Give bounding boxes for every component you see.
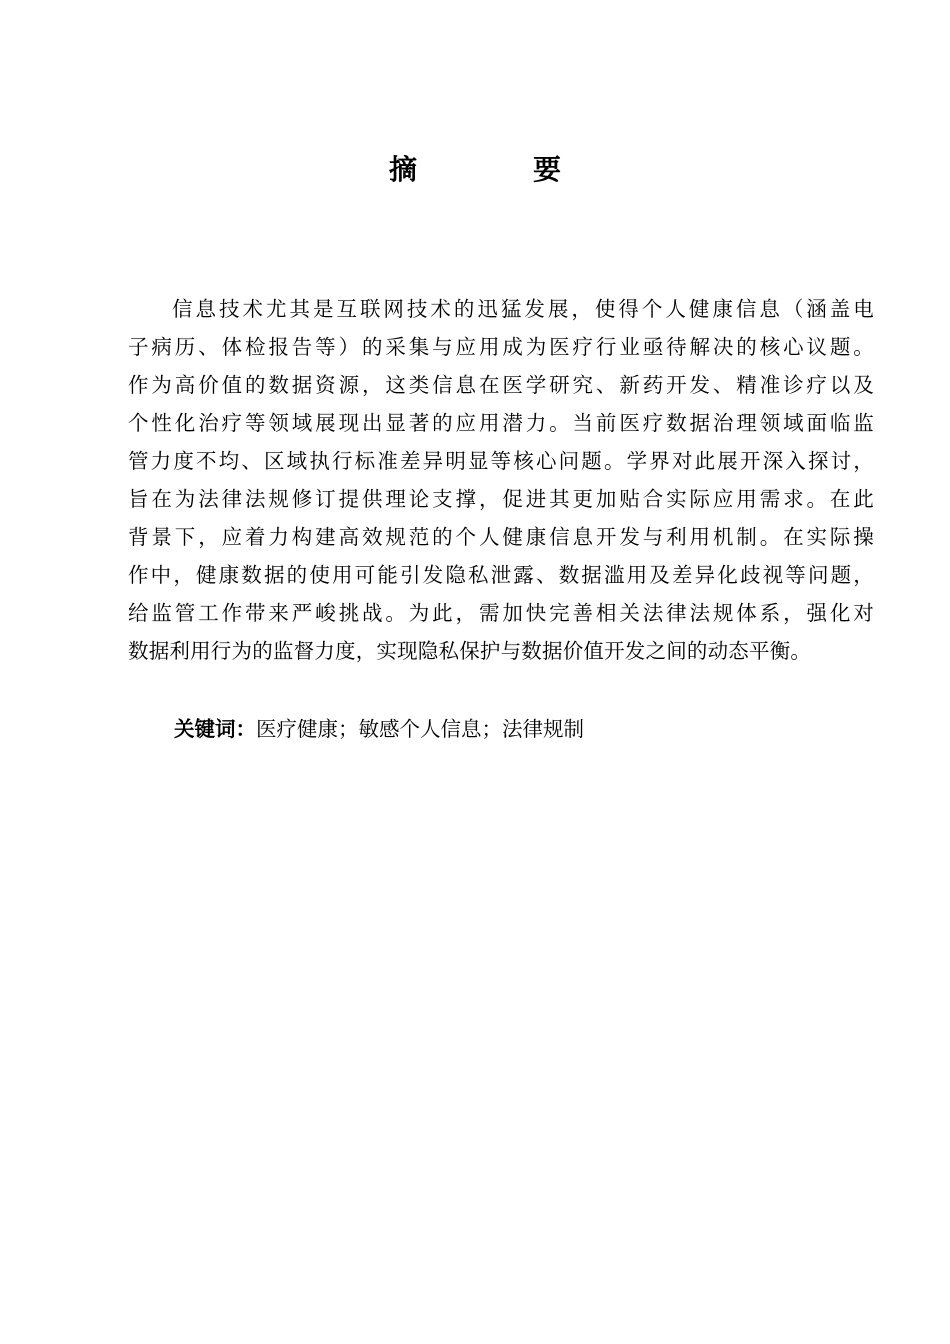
abstract-line: 作中，健康数据的使用可能引发隐私泄露、数据滥用及差异化歧视等问题， — [128, 563, 874, 587]
keywords-label: 关键词： — [174, 717, 256, 741]
keywords-line — [174, 710, 584, 748]
abstract-line: 旨在为法律法规修订提供理论支撑，促进其更加贴合实际应用需求。在此 — [128, 487, 874, 511]
abstract-line: 信息技术尤其是互联网技术的迅猛发展，使得个人健康信息（涵盖电 — [172, 297, 874, 321]
abstract-line: 管力度不均、区域执行标准差异明显等核心问题。学界对此展开深入探讨， — [128, 449, 874, 473]
abstract-line: 背景下，应着力构建高效规范的个人健康信息开发与利用机制。在实际操 — [128, 525, 874, 549]
abstract-line: 数据利用行为的监督力度，实现隐私保护与数据价值开发之间的动态平衡。 — [128, 639, 812, 663]
keywords-value: 医疗健康；敏感个人信息；法律规制 — [256, 717, 584, 741]
abstract-line: 个性化治疗等领域展现出显著的应用潜力。当前医疗数据治理领域面临监 — [128, 411, 874, 435]
abstract-line: 给监管工作带来严峻挑战。为此，需加快完善相关法律法规体系，强化对 — [128, 601, 874, 625]
abstract-title: 摘 要 — [388, 153, 605, 186]
abstract-body — [128, 290, 874, 670]
abstract-line: 作为高价值的数据资源，这类信息在医学研究、新药开发、精准诊疗以及 — [128, 373, 874, 397]
abstract-line: 子病历、体检报告等）的采集与应用成为医疗行业亟待解决的核心议题。 — [128, 335, 874, 359]
